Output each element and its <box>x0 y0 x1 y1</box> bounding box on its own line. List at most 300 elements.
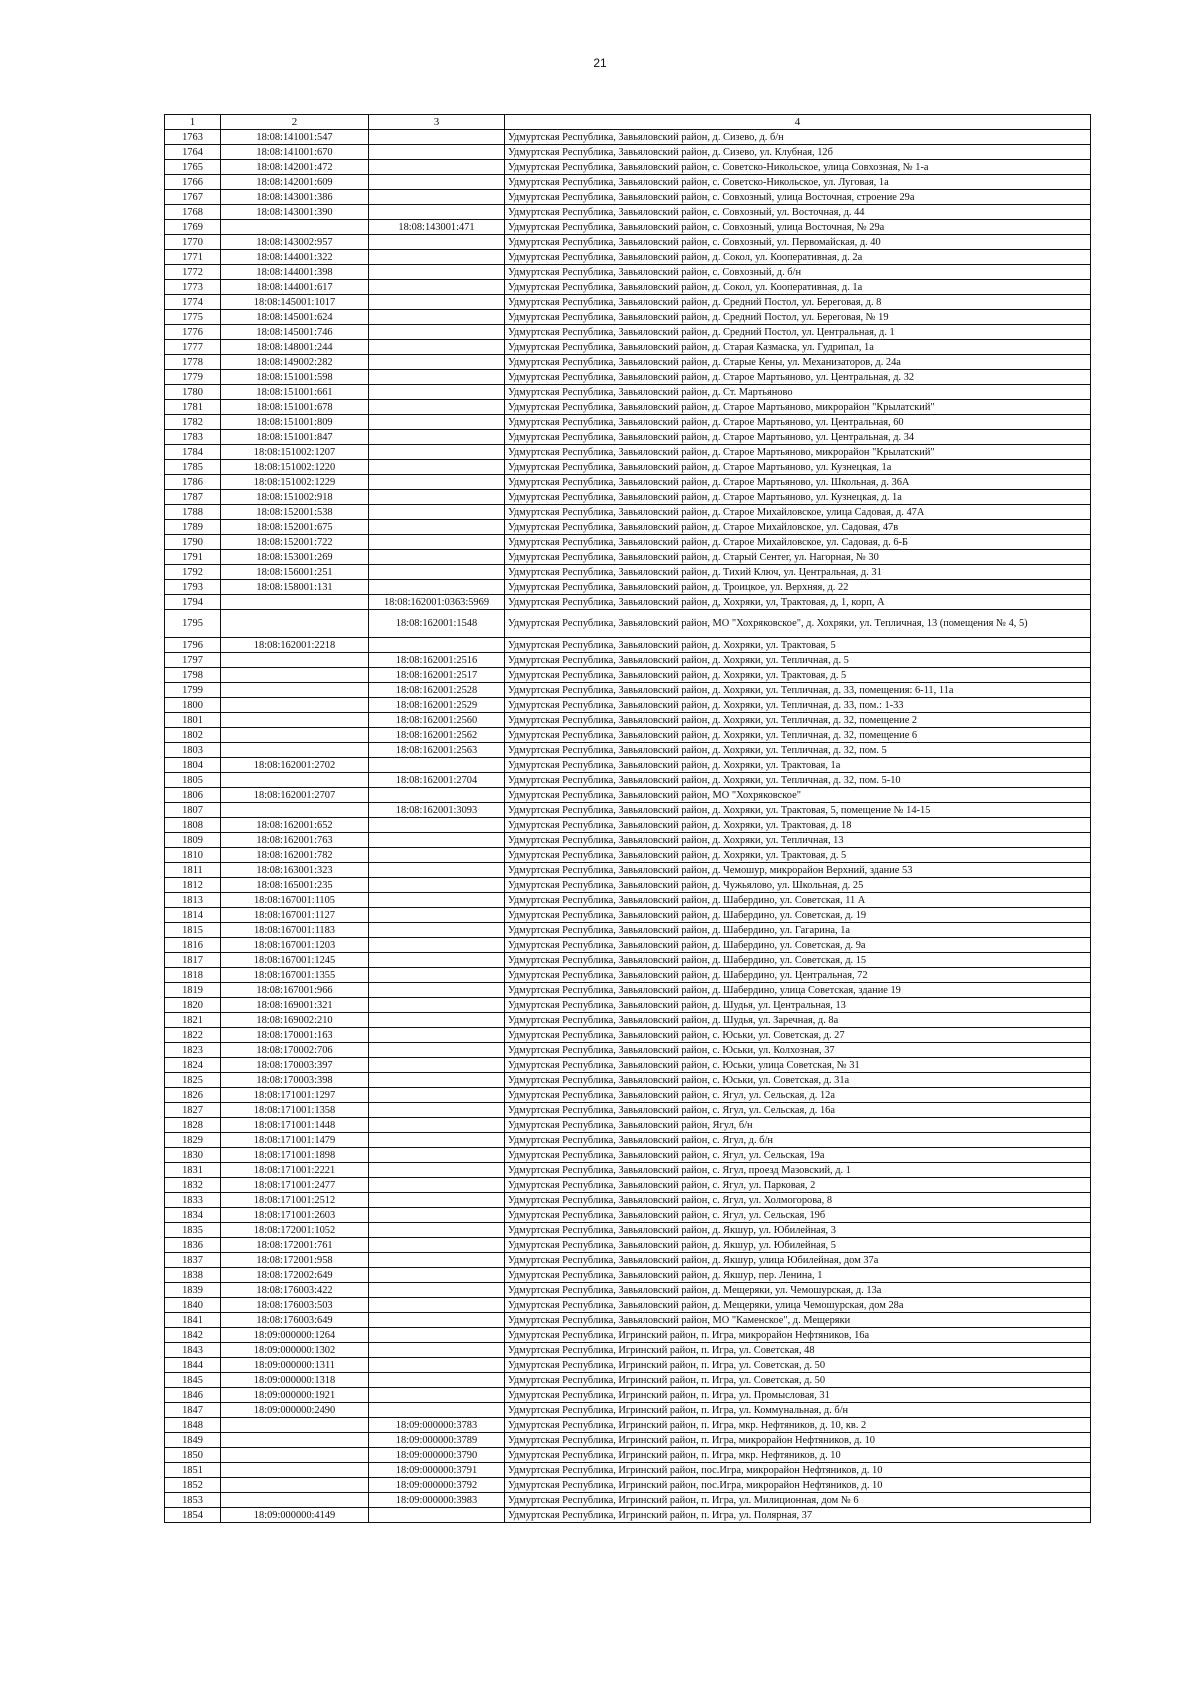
table-row <box>165 833 1091 848</box>
address-cell: Удмуртская Республика, Завьяловский район, д. Мещеряки, ул. Чемошурская, д. 13а <box>505 1283 1091 1298</box>
header-col-4: 4 <box>505 115 1091 130</box>
cadastral-number-alt-cell <box>369 190 505 205</box>
cadastral-number-cell: 18:08:151002:1229 <box>221 475 369 490</box>
address-cell: Удмуртская Республика, Завьяловский район, с. Ягул, ул. Холмогорова, 8 <box>505 1193 1091 1208</box>
row-number-cell: 1807 <box>165 803 221 818</box>
address-cell: Удмуртская Республика, Завьяловский район, с. Совхозный, ул. Первомайская, д. 40 <box>505 235 1091 250</box>
cadastral-number-alt-cell <box>369 1148 505 1163</box>
cadastral-number-cell <box>221 653 369 668</box>
row-number-cell: 1767 <box>165 190 221 205</box>
row-number-cell: 1790 <box>165 535 221 550</box>
cadastral-number-alt-cell <box>369 1133 505 1148</box>
cadastral-number-cell: 18:08:171001:1358 <box>221 1103 369 1118</box>
table-row <box>165 145 1091 160</box>
row-number-cell: 1776 <box>165 325 221 340</box>
address-cell: Удмуртская Республика, Завьяловский район, д. Хохряки, ул. Трактовая, 1а <box>505 758 1091 773</box>
row-number-cell: 1763 <box>165 130 221 145</box>
address-cell: Удмуртская Республика, Игринский район, пос.Игра, микрорайон Нефтяников, д. 10 <box>505 1478 1091 1493</box>
table-row <box>165 340 1091 355</box>
row-number-cell: 1786 <box>165 475 221 490</box>
cadastral-number-alt-cell <box>369 878 505 893</box>
cadastral-number-cell: 18:08:167001:1245 <box>221 953 369 968</box>
cadastral-number-cell: 18:08:165001:235 <box>221 878 369 893</box>
table-row <box>165 1313 1091 1328</box>
row-number-cell: 1773 <box>165 280 221 295</box>
cadastral-number-alt-cell <box>369 475 505 490</box>
row-number-cell: 1789 <box>165 520 221 535</box>
row-number-cell: 1809 <box>165 833 221 848</box>
cadastral-number-alt-cell: 18:09:000000:3792 <box>369 1478 505 1493</box>
row-number-cell: 1791 <box>165 550 221 565</box>
address-cell: Удмуртская Республика, Завьяловский район, д. Хохряки, ул. Тепличная, д. 32, пом. 5-10 <box>505 773 1091 788</box>
row-number-cell: 1817 <box>165 953 221 968</box>
table-row <box>165 1283 1091 1298</box>
cadastral-number-cell: 18:08:145001:624 <box>221 310 369 325</box>
cadastral-number-cell: 18:08:148001:244 <box>221 340 369 355</box>
table-row <box>165 1163 1091 1178</box>
address-cell: Удмуртская Республика, Игринский район, п. Игра, ул. Полярная, 37 <box>505 1508 1091 1523</box>
address-cell: Удмуртская Республика, Завьяловский район, МО "Хохряковское" <box>505 788 1091 803</box>
cadastral-number-alt-cell <box>369 923 505 938</box>
cadastral-number-alt-cell <box>369 908 505 923</box>
table-row <box>165 1103 1091 1118</box>
address-cell: Удмуртская Республика, Завьяловский район, с. Ягул, ул. Сельская, 19а <box>505 1148 1091 1163</box>
address-cell: Удмуртская Республика, Завьяловский район, д. Старый Сентег, ул. Нагорная, № 30 <box>505 550 1091 565</box>
row-number-cell: 1780 <box>165 385 221 400</box>
cadastral-number-cell: 18:09:000000:1264 <box>221 1328 369 1343</box>
cadastral-number-cell: 18:08:162001:2707 <box>221 788 369 803</box>
table-row <box>165 355 1091 370</box>
cadastral-number-cell: 18:08:152001:722 <box>221 535 369 550</box>
cadastral-number-alt-cell <box>369 445 505 460</box>
address-cell: Удмуртская Республика, Завьяловский район, с. Ягул, д. б/н <box>505 1133 1091 1148</box>
cadastral-number-cell: 18:08:170003:398 <box>221 1073 369 1088</box>
table-row <box>165 175 1091 190</box>
cadastral-number-cell: 18:08:144001:617 <box>221 280 369 295</box>
cadastral-number-alt-cell <box>369 1043 505 1058</box>
row-number-cell: 1834 <box>165 1208 221 1223</box>
cadastral-number-cell: 18:08:162001:782 <box>221 848 369 863</box>
cadastral-number-cell: 18:08:152001:675 <box>221 520 369 535</box>
row-number-cell: 1779 <box>165 370 221 385</box>
cadastral-number-cell: 18:08:163001:323 <box>221 863 369 878</box>
table-row <box>165 1343 1091 1358</box>
cadastral-number-alt-cell: 18:08:162001:2704 <box>369 773 505 788</box>
cadastral-number-alt-cell <box>369 430 505 445</box>
row-number-cell: 1771 <box>165 250 221 265</box>
cadastral-number-alt-cell <box>369 758 505 773</box>
address-cell: Удмуртская Республика, Завьяловский район, д. Чужьялово, ул. Школьная, д. 25 <box>505 878 1091 893</box>
address-cell: Удмуртская Республика, Завьяловский район, д. Шабердино, ул. Центральная, 72 <box>505 968 1091 983</box>
row-number-cell: 1784 <box>165 445 221 460</box>
cadastral-number-cell: 18:08:151002:1220 <box>221 460 369 475</box>
row-number-cell: 1849 <box>165 1433 221 1448</box>
address-cell: Удмуртская Республика, Завьяловский район, д. Сокол, ул. Кооперативная, д. 1а <box>505 280 1091 295</box>
table-row <box>165 1403 1091 1418</box>
row-number-cell: 1815 <box>165 923 221 938</box>
cadastral-number-alt-cell <box>369 1223 505 1238</box>
cadastral-number-alt-cell <box>369 580 505 595</box>
address-cell: Удмуртская Республика, Игринский район, п. Игра, мкр. Нефтяников, д. 10 <box>505 1448 1091 1463</box>
address-cell: Удмуртская Республика, Завьяловский район, д. Старое Михайловское, ул. Садовая, 47в <box>505 520 1091 535</box>
cadastral-number-alt-cell <box>369 355 505 370</box>
table-row <box>165 1448 1091 1463</box>
table-row <box>165 998 1091 1013</box>
cadastral-number-cell: 18:08:158001:131 <box>221 580 369 595</box>
cadastral-number-cell <box>221 743 369 758</box>
cadastral-number-alt-cell: 18:08:162001:2529 <box>369 698 505 713</box>
cadastral-number-alt-cell <box>369 1118 505 1133</box>
table-row <box>165 310 1091 325</box>
cadastral-number-alt-cell <box>369 788 505 803</box>
header-col-2: 2 <box>221 115 369 130</box>
table-row <box>165 1418 1091 1433</box>
address-cell: Удмуртская Республика, Завьяловский район, д. Хохряки, ул. Трактовая, д. 18 <box>505 818 1091 833</box>
cadastral-number-cell: 18:08:143001:390 <box>221 205 369 220</box>
table-row <box>165 908 1091 923</box>
cadastral-number-alt-cell <box>369 1343 505 1358</box>
row-number-cell: 1803 <box>165 743 221 758</box>
row-number-cell: 1854 <box>165 1508 221 1523</box>
cadastral-number-cell: 18:08:145001:746 <box>221 325 369 340</box>
cadastral-number-alt-cell <box>369 280 505 295</box>
table-row <box>165 250 1091 265</box>
row-number-cell: 1831 <box>165 1163 221 1178</box>
cadastral-number-cell: 18:08:169001:321 <box>221 998 369 1013</box>
row-number-cell: 1826 <box>165 1088 221 1103</box>
address-cell: Удмуртская Республика, Завьяловский район, д. Старое Мартьяново, ул. Центральная, д. 32 <box>505 370 1091 385</box>
address-cell: Удмуртская Республика, Завьяловский район, д. Шудья, ул. Центральная, 13 <box>505 998 1091 1013</box>
table-row <box>165 743 1091 758</box>
cadastral-number-alt-cell <box>369 1358 505 1373</box>
cadastral-number-cell: 18:08:142001:472 <box>221 160 369 175</box>
address-cell: Удмуртская Республика, Завьяловский район, с. Ягул, ул. Парковая, 2 <box>505 1178 1091 1193</box>
cadastral-number-cell: 18:09:000000:1311 <box>221 1358 369 1373</box>
table-row <box>165 520 1091 535</box>
row-number-cell: 1772 <box>165 265 221 280</box>
address-cell: Удмуртская Республика, Игринский район, п. Игра, ул. Советская, д. 50 <box>505 1358 1091 1373</box>
row-number-cell: 1852 <box>165 1478 221 1493</box>
address-cell: Удмуртская Республика, Завьяловский район, д. Сизево, д. б/н <box>505 130 1091 145</box>
table-row <box>165 400 1091 415</box>
cadastral-number-cell <box>221 1493 369 1508</box>
row-number-cell: 1833 <box>165 1193 221 1208</box>
cadastral-number-alt-cell <box>369 1178 505 1193</box>
cadastral-number-cell: 18:08:171001:1297 <box>221 1088 369 1103</box>
address-cell: Удмуртская Республика, Завьяловский район, д. Шабердино, ул. Советская, 11 А <box>505 893 1091 908</box>
table-row <box>165 460 1091 475</box>
address-cell: Удмуртская Республика, Игринский район, пос.Игра, микрорайон Нефтяников, д. 10 <box>505 1463 1091 1478</box>
address-cell: Удмуртская Республика, Завьяловский район, с. Совхозный, д. б/н <box>505 265 1091 280</box>
cadastral-number-cell: 18:08:176003:503 <box>221 1298 369 1313</box>
address-cell: Удмуртская Республика, Игринский район, п. Игра, микрорайон Нефтяников, 16а <box>505 1328 1091 1343</box>
table-row <box>165 1433 1091 1448</box>
cadastral-number-alt-cell: 18:08:162001:1548 <box>369 610 505 638</box>
address-cell: Удмуртская Республика, Игринский район, п. Игра, ул. Советская, д. 50 <box>505 1373 1091 1388</box>
cadastral-number-alt-cell: 18:08:162001:3093 <box>369 803 505 818</box>
cadastral-number-cell: 18:08:172001:958 <box>221 1253 369 1268</box>
cadastral-number-cell: 18:08:149002:282 <box>221 355 369 370</box>
table-row <box>165 1358 1091 1373</box>
row-number-cell: 1823 <box>165 1043 221 1058</box>
cadastral-number-cell: 18:09:000000:1318 <box>221 1373 369 1388</box>
address-cell: Удмуртская Республика, Завьяловский район, д. Шудья, ул. Заречная, д. 8а <box>505 1013 1091 1028</box>
cadastral-number-alt-cell <box>369 235 505 250</box>
cadastral-number-alt-cell <box>369 370 505 385</box>
row-number-cell: 1819 <box>165 983 221 998</box>
cadastral-number-alt-cell <box>369 983 505 998</box>
cadastral-number-alt-cell <box>369 520 505 535</box>
cadastral-number-cell: 18:08:151001:598 <box>221 370 369 385</box>
cadastral-number-alt-cell <box>369 145 505 160</box>
row-number-cell: 1821 <box>165 1013 221 1028</box>
row-number-cell: 1825 <box>165 1073 221 1088</box>
address-cell: Удмуртская Республика, Завьяловский район, д. Старое Мартьяново, ул. Центральная, д. 34 <box>505 430 1091 445</box>
cadastral-number-cell <box>221 713 369 728</box>
row-number-cell: 1794 <box>165 595 221 610</box>
cadastral-number-cell: 18:08:156001:251 <box>221 565 369 580</box>
cadastral-number-alt-cell <box>369 1283 505 1298</box>
address-cell: Удмуртская Республика, Завьяловский район, с. Советско-Никольское, улица Совхозная, № 1-а <box>505 160 1091 175</box>
address-cell: Удмуртская Республика, Завьяловский район, с. Ягул, ул. Сельская, д. 16а <box>505 1103 1091 1118</box>
cadastral-number-alt-cell <box>369 848 505 863</box>
row-number-cell: 1768 <box>165 205 221 220</box>
cadastral-number-cell: 18:08:171001:2512 <box>221 1193 369 1208</box>
row-number-cell: 1828 <box>165 1118 221 1133</box>
address-cell: Удмуртская Республика, Завьяловский район, д. Старое Мартьяново, ул. Центральная, 60 <box>505 415 1091 430</box>
table-row <box>165 1043 1091 1058</box>
table-row <box>165 220 1091 235</box>
address-cell: Удмуртская Республика, Игринский район, п. Игра, мкр. Нефтяников, д. 10, кв. 2 <box>505 1418 1091 1433</box>
cadastral-number-cell: 18:08:171001:1448 <box>221 1118 369 1133</box>
cadastral-number-alt-cell <box>369 1088 505 1103</box>
table-row <box>165 1148 1091 1163</box>
cadastral-number-alt-cell <box>369 460 505 475</box>
cadastral-number-cell: 18:08:151002:918 <box>221 490 369 505</box>
cadastral-number-cell: 18:08:162001:2218 <box>221 638 369 653</box>
address-cell: Удмуртская Республика, Завьяловский район, с. Ягул, ул. Сельская, д. 12а <box>505 1088 1091 1103</box>
row-number-cell: 1798 <box>165 668 221 683</box>
cadastral-number-cell: 18:08:145001:1017 <box>221 295 369 310</box>
cadastral-number-cell: 18:08:151001:678 <box>221 400 369 415</box>
cadastral-number-alt-cell <box>369 1403 505 1418</box>
address-cell: Удмуртская Республика, Завьяловский район, д. Хохряки, ул. Тепличная, 13 <box>505 833 1091 848</box>
row-number-cell: 1782 <box>165 415 221 430</box>
table-row <box>165 1088 1091 1103</box>
row-number-cell: 1838 <box>165 1268 221 1283</box>
row-number-cell: 1796 <box>165 638 221 653</box>
row-number-cell: 1777 <box>165 340 221 355</box>
cadastral-number-alt-cell <box>369 1238 505 1253</box>
cadastral-number-alt-cell: 18:08:162001:2517 <box>369 668 505 683</box>
row-number-cell: 1766 <box>165 175 221 190</box>
cadastral-number-cell: 18:08:162001:652 <box>221 818 369 833</box>
row-number-cell: 1799 <box>165 683 221 698</box>
row-number-cell: 1820 <box>165 998 221 1013</box>
address-cell: Удмуртская Республика, Завьяловский район, д. Мещеряки, улица Чемошурская, дом 28а <box>505 1298 1091 1313</box>
cadastral-number-cell <box>221 1478 369 1493</box>
row-number-cell: 1844 <box>165 1358 221 1373</box>
cadastral-number-alt-cell <box>369 175 505 190</box>
cadastral-number-cell: 18:08:141001:670 <box>221 145 369 160</box>
cadastral-number-cell <box>221 1463 369 1478</box>
row-number-cell: 1813 <box>165 893 221 908</box>
address-cell: Удмуртская Республика, Игринский район, п. Игра, ул. Советская, 48 <box>505 1343 1091 1358</box>
address-cell: Удмуртская Республика, Завьяловский район, д. Ст. Мартьяново <box>505 385 1091 400</box>
address-cell: Удмуртская Республика, Завьяловский район, д. Якшур, ул. Юбилейная, 5 <box>505 1238 1091 1253</box>
cadastral-number-cell <box>221 728 369 743</box>
address-cell: Удмуртская Республика, Завьяловский район, д. Хохряки, ул. Тепличная, д. 32, помещение 6 <box>505 728 1091 743</box>
cadastral-number-cell: 18:08:172001:1052 <box>221 1223 369 1238</box>
cadastral-number-cell: 18:08:143002:957 <box>221 235 369 250</box>
cadastral-number-alt-cell <box>369 863 505 878</box>
table-row <box>165 983 1091 998</box>
table-row <box>165 1058 1091 1073</box>
cadastral-number-cell: 18:08:171001:2221 <box>221 1163 369 1178</box>
address-cell: Удмуртская Республика, Завьяловский район, с. Юськи, ул. Советская, д. 31а <box>505 1073 1091 1088</box>
table-row <box>165 1268 1091 1283</box>
table-row <box>165 818 1091 833</box>
row-number-cell: 1797 <box>165 653 221 668</box>
registry-table <box>164 114 1091 1523</box>
row-number-cell: 1800 <box>165 698 221 713</box>
cadastral-number-cell: 18:08:144001:398 <box>221 265 369 280</box>
row-number-cell: 1850 <box>165 1448 221 1463</box>
row-number-cell: 1770 <box>165 235 221 250</box>
table-row <box>165 490 1091 505</box>
table-row <box>165 1238 1091 1253</box>
cadastral-number-cell: 18:08:151001:661 <box>221 385 369 400</box>
table-row <box>165 773 1091 788</box>
table-row <box>165 595 1091 610</box>
table-row <box>165 580 1091 595</box>
cadastral-number-cell: 18:09:000000:1921 <box>221 1388 369 1403</box>
table-row <box>165 265 1091 280</box>
row-number-cell: 1808 <box>165 818 221 833</box>
table-row <box>165 1328 1091 1343</box>
table-row <box>165 713 1091 728</box>
cadastral-number-alt-cell <box>369 325 505 340</box>
row-number-cell: 1802 <box>165 728 221 743</box>
table-row <box>165 1013 1091 1028</box>
table-row <box>165 653 1091 668</box>
table-row <box>165 668 1091 683</box>
table-row <box>165 1508 1091 1523</box>
cadastral-number-cell: 18:08:176003:649 <box>221 1313 369 1328</box>
table-row <box>165 205 1091 220</box>
cadastral-number-alt-cell <box>369 1013 505 1028</box>
cadastral-number-alt-cell <box>369 310 505 325</box>
address-cell: Удмуртская Республика, Игринский район, п. Игра, ул. Коммунальная, д. б/н <box>505 1403 1091 1418</box>
cadastral-number-alt-cell <box>369 550 505 565</box>
cadastral-number-cell: 18:08:171001:1898 <box>221 1148 369 1163</box>
cadastral-number-alt-cell <box>369 400 505 415</box>
cadastral-number-cell <box>221 610 369 638</box>
cadastral-number-cell <box>221 1448 369 1463</box>
cadastral-number-alt-cell <box>369 1073 505 1088</box>
cadastral-number-alt-cell <box>369 160 505 175</box>
header-col-1: 1 <box>165 115 221 130</box>
cadastral-number-cell <box>221 698 369 713</box>
row-number-cell: 1775 <box>165 310 221 325</box>
address-cell: Удмуртская Республика, Игринский район, п. Игра, ул. Милиционная, дом № 6 <box>505 1493 1091 1508</box>
table-body <box>165 130 1091 1523</box>
cadastral-number-cell: 18:08:172001:761 <box>221 1238 369 1253</box>
row-number-cell: 1832 <box>165 1178 221 1193</box>
address-cell: Удмуртская Республика, Завьяловский район, д. Старые Кены, ул. Механизаторов, д. 24а <box>505 355 1091 370</box>
row-number-cell: 1816 <box>165 938 221 953</box>
header-col-3: 3 <box>369 115 505 130</box>
table-row <box>165 1028 1091 1043</box>
cadastral-number-alt-cell <box>369 833 505 848</box>
table-row <box>165 698 1091 713</box>
cadastral-number-cell: 18:08:170003:397 <box>221 1058 369 1073</box>
header-row <box>165 115 1091 130</box>
address-cell: Удмуртская Республика, Завьяловский район, д. Троицкое, ул. Верхняя, д. 22 <box>505 580 1091 595</box>
row-number-cell: 1851 <box>165 1463 221 1478</box>
cadastral-number-cell: 18:08:167001:1127 <box>221 908 369 923</box>
table-row <box>165 325 1091 340</box>
cadastral-number-cell: 18:08:167001:1355 <box>221 968 369 983</box>
row-number-cell: 1781 <box>165 400 221 415</box>
cadastral-number-alt-cell: 18:09:000000:3790 <box>369 1448 505 1463</box>
cadastral-number-cell: 18:08:171001:2603 <box>221 1208 369 1223</box>
cadastral-number-alt-cell <box>369 893 505 908</box>
cadastral-number-cell: 18:08:171001:2477 <box>221 1178 369 1193</box>
address-cell: Удмуртская Республика, Завьяловский район, д. Средний Постол, ул. Береговая, № 19 <box>505 310 1091 325</box>
address-cell: Удмуртская Республика, Игринский район, п. Игра, ул. Промысловая, 31 <box>505 1388 1091 1403</box>
address-cell: Удмуртская Республика, Завьяловский район, с. Юськи, улица Советская, № 31 <box>505 1058 1091 1073</box>
address-cell: Удмуртская Республика, Завьяловский район, д. Якшур, ул. Юбилейная, 3 <box>505 1223 1091 1238</box>
table-row <box>165 1208 1091 1223</box>
address-cell: Удмуртская Республика, Завьяловский район, с. Совхозный, улица Восточная, строение 29а <box>505 190 1091 205</box>
address-cell: Удмуртская Республика, Завьяловский район, с. Ягул, ул. Сельская, 19б <box>505 1208 1091 1223</box>
cadastral-number-cell: 18:08:143001:386 <box>221 190 369 205</box>
cadastral-number-alt-cell <box>369 1253 505 1268</box>
row-number-cell: 1792 <box>165 565 221 580</box>
row-number-cell: 1811 <box>165 863 221 878</box>
table-row <box>165 1373 1091 1388</box>
table-row <box>165 1463 1091 1478</box>
cadastral-number-alt-cell <box>369 953 505 968</box>
address-cell: Удмуртская Республика, Завьяловский район, с. Советско-Никольское, ул. Луговая, 1а <box>505 175 1091 190</box>
row-number-cell: 1848 <box>165 1418 221 1433</box>
cadastral-number-alt-cell <box>369 505 505 520</box>
cadastral-number-cell: 18:08:176003:422 <box>221 1283 369 1298</box>
table-row <box>165 1118 1091 1133</box>
cadastral-number-alt-cell <box>369 1388 505 1403</box>
table-row <box>165 803 1091 818</box>
table-row <box>165 430 1091 445</box>
address-cell: Удмуртская Республика, Завьяловский район, д. Хохряки, ул. Трактовая, д. 5 <box>505 668 1091 683</box>
row-number-cell: 1839 <box>165 1283 221 1298</box>
row-number-cell: 1847 <box>165 1403 221 1418</box>
address-cell: Удмуртская Республика, Завьяловский район, д. Хохряки, ул. Трактовая, 5, помещение № 14-15 <box>505 803 1091 818</box>
address-cell: Удмуртская Республика, Завьяловский район, д. Хохряки, ул. Тепличная, д. 32, помещение 2 <box>505 713 1091 728</box>
cadastral-number-cell: 18:08:153001:269 <box>221 550 369 565</box>
address-cell: Удмуртская Республика, Завьяловский район, с. Юськи, ул. Колхозная, 37 <box>505 1043 1091 1058</box>
row-number-cell: 1843 <box>165 1343 221 1358</box>
table-row <box>165 953 1091 968</box>
table-row <box>165 893 1091 908</box>
address-cell: Удмуртская Республика, Завьяловский район, д. Средний Постол, ул. Центральная, д. 1 <box>505 325 1091 340</box>
cadastral-number-alt-cell <box>369 938 505 953</box>
table-row <box>165 295 1091 310</box>
row-number-cell: 1769 <box>165 220 221 235</box>
row-number-cell: 1814 <box>165 908 221 923</box>
address-cell: Удмуртская Республика, Завьяловский район, д. Сизево, ул. Клубная, 12б <box>505 145 1091 160</box>
cadastral-number-alt-cell <box>369 535 505 550</box>
